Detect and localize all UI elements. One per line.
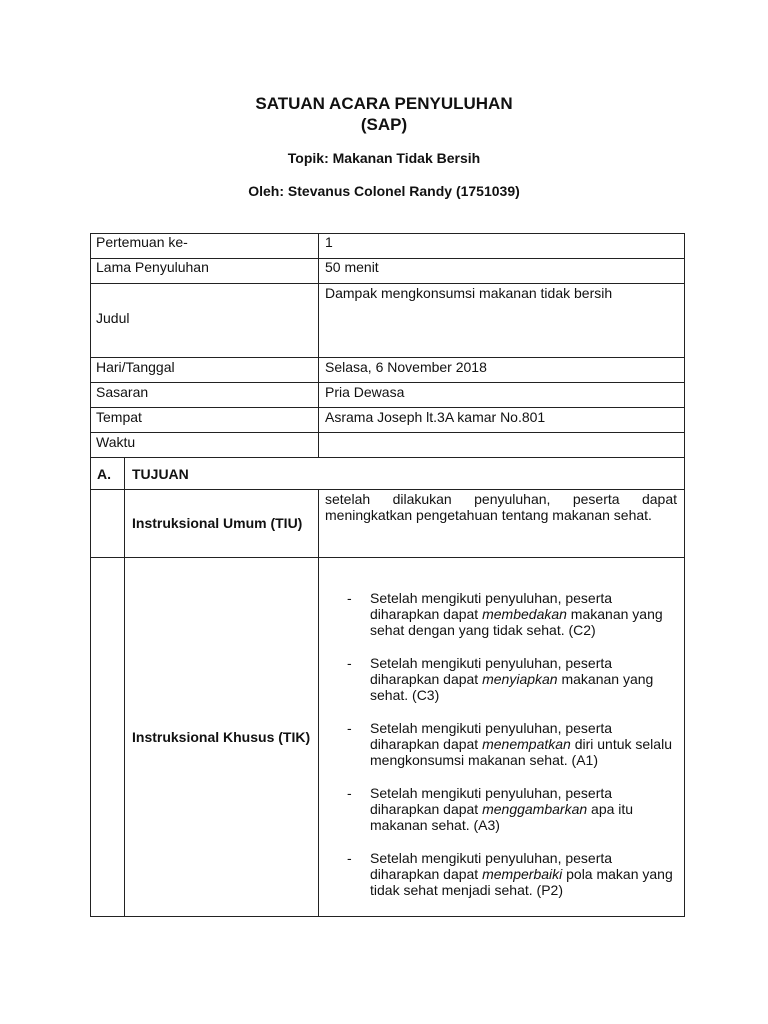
- tik-label: Instruksional Khusus (TIK): [132, 729, 311, 745]
- objective-verb: menyiapkan: [482, 671, 558, 687]
- list-item: - Setelah mengikuti penyuluhan, peserta diharapkan dapat menyiapkan makanan yang sehat. (C3): [347, 655, 654, 703]
- row-value-judul: Dampak mengkonsumsi makanan tidak bersih: [325, 285, 613, 301]
- row-label-pertemuan: Pertemuan ke-: [96, 234, 188, 250]
- author-line: Oleh: Stevanus Colonel Randy (1751039): [248, 183, 520, 199]
- list-dash: -: [347, 590, 352, 606]
- row-label-hari: Hari/Tanggal: [96, 359, 175, 375]
- objective-verb: memperbaiki: [482, 866, 563, 882]
- document-title: SATUAN ACARA PENYULUHAN: [255, 94, 513, 113]
- row-value-lama: 50 menit: [325, 259, 379, 275]
- objective-verb: menggambarkan: [482, 801, 588, 817]
- row-value-sasaran: Pria Dewasa: [325, 384, 405, 400]
- list-dash: -: [347, 720, 352, 736]
- objective-verb: menempatkan: [482, 736, 571, 752]
- section-heading: TUJUAN: [132, 466, 189, 482]
- list-item: - Setelah mengikuti penyuluhan, peserta diharapkan dapat membedakan makanan yang sehat dengan yang tidak sehat. (C2): [347, 590, 663, 638]
- row-label-judul: Judul: [96, 310, 130, 326]
- list-item: - Setelah mengikuti penyuluhan, peserta diharapkan dapat menggambarkan apa itu makanan sehat. (A3): [347, 785, 634, 833]
- list-dash: -: [347, 785, 352, 801]
- tik-list: [320, 590, 675, 915]
- list-dash: -: [347, 850, 352, 866]
- row-value-hari: Selasa, 6 November 2018: [325, 359, 487, 375]
- row-label-waktu: Waktu: [96, 434, 136, 450]
- row-value-pertemuan: 1: [325, 234, 333, 250]
- row-value-tempat: Asrama Joseph lt.3A kamar No.801: [325, 409, 546, 425]
- document-title-abbrev: (SAP): [360, 115, 408, 134]
- row-label-tempat: Tempat: [96, 409, 142, 425]
- topic-line: Topik: Makanan Tidak Bersih: [287, 150, 481, 166]
- row-label-lama: Lama Penyuluhan: [96, 259, 209, 275]
- list-dash: -: [347, 655, 352, 671]
- tiu-text: setelah dilakukan penyuluhan, peserta dapat meningkatkan pengetahuan tentang makanan sehat.: [325, 491, 677, 523]
- row-label-sasaran: Sasaran: [96, 384, 149, 400]
- list-item: - Setelah mengikuti penyuluhan, peserta diharapkan dapat memperbaiki pola makan yang tidak sehat menjadi sehat. (P2): [347, 850, 673, 898]
- list-item: - Setelah mengikuti penyuluhan, peserta diharapkan dapat menempatkan diri untuk selalu mengkonsumsi makanan sehat. (A1): [347, 720, 672, 768]
- objective-verb: membedakan: [482, 606, 567, 622]
- section-letter: A.: [97, 466, 111, 482]
- tiu-label: Instruksional Umum (TIU): [132, 515, 303, 531]
